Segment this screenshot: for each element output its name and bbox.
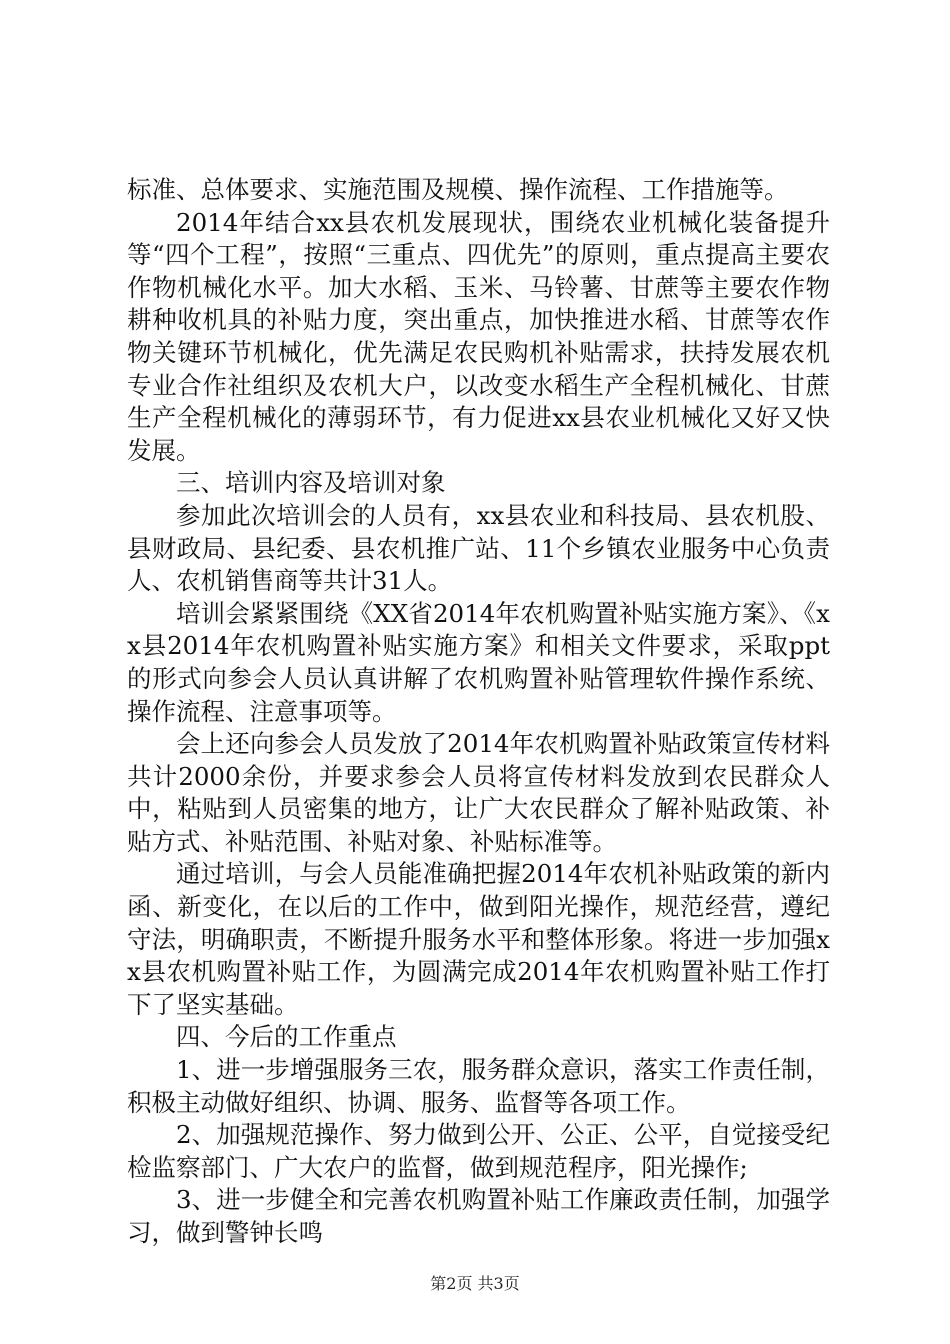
list-item-2: 2、加强规范操作、努力做到公开、公正、公平，自觉接受纪检监察部门、广大农户的监督，做到规范程序，阳光操作; [127, 1120, 830, 1182]
paragraph-1: 标准、总体要求、实施范围及规模、操作流程、工作措施等。 [127, 175, 789, 204]
list-item-1: 1、进一步增强服务三农，服务群众意识，落实工作责任制，积极主动做好组织、协调、服务、监督等各项工作。 [127, 1055, 830, 1117]
paragraph-2: 2014年结合xx县农机发展现状，围绕农业机械化装备提升等“四个工程”，按照“三重点、四优先”的原则，重点提高主要农作物机械化水平。加大水稻、玉米、马铃薯、甘蔗等主要农作物耕种收机具的补贴力度，突出重点，加快推进水稻、甘蔗等农作物关键环节机械化，优先满足农民购机补贴需求，扶持发展农机专业合作社组织及农机大户，以改变水稻生产全程机械化、甘蔗生产全程机械化的薄弱环节，有力促进xx县农业机械化又好又快发展。 [127, 207, 830, 465]
paragraph-7: 通过培训，与会人员能准确把握2014年农机补贴政策的新内函、新变化，在以后的工作中，做到阳光操作，规范经营，遵纪守法，明确职责，不断提升服务水平和整体形象。将进一步加强xx县农机购置补贴工作，为圆满完成2014年农机购置补贴工作打下了坚实基础。 [127, 859, 830, 1019]
paragraph-4: 参加此次培训会的人员有，xx县农业和科技局、县农机股、县财政局、县纪委、县农机推广站、11个乡镇农业服务中心负责人、农机销售商等共计31人。 [127, 500, 830, 596]
section-heading-3: 三、培训内容及培训对象 [176, 468, 446, 498]
section-heading-4: 四、今后的工作重点 [176, 1022, 397, 1052]
list-item-3: 3、进一步健全和完善农机购置补贴工作廉政责任制，加强学习，做到警钟长鸣 [127, 1185, 830, 1247]
page-footer: 第2页 共3页 [430, 1274, 520, 1293]
document-body [127, 174, 830, 1250]
paragraph-5: 培训会紧紧围绕《XX省2014年农机购置补贴实施方案》、《xx县2014年农机购置补贴实施方案》和相关文件要求，采取ppt的形式向参会人员认真讲解了农机购置补贴管理软件操作系统、操作流程、注意事项等。 [127, 598, 830, 726]
paragraph-6: 会上还向参会人员发放了2014年农机购置补贴政策宣传材料共计2000余份，并要求参会人员将宣传材料发放到农民群众人中，粘贴到人员密集的地方，让广大农民群众了解补贴政策、补贴方式、补贴范围、补贴对象、补贴标准等。 [127, 729, 830, 856]
